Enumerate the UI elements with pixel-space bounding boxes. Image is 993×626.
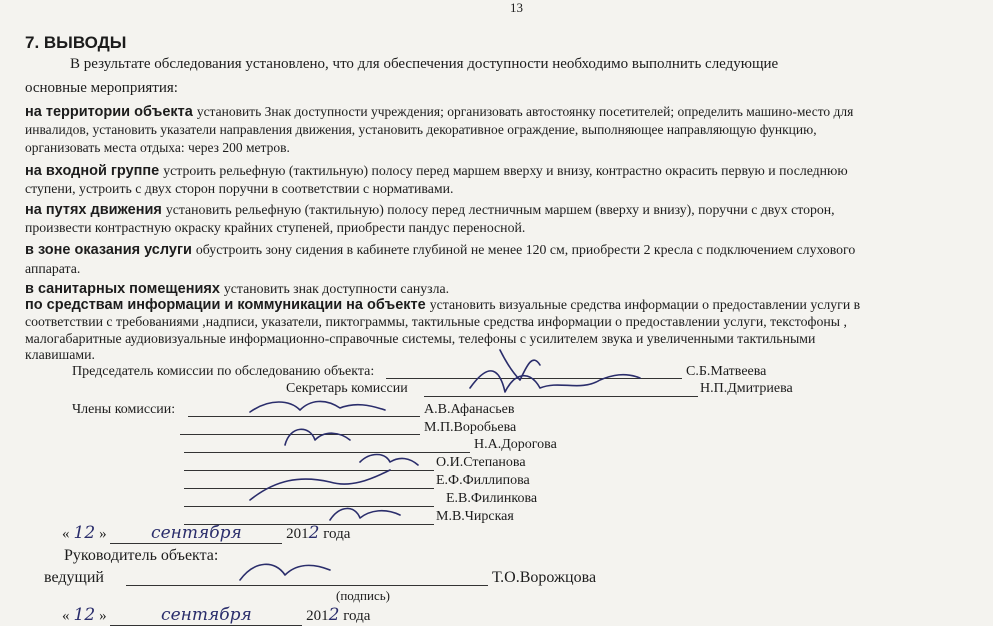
member-name-3: Н.А.Дорогова xyxy=(474,437,557,452)
sanitary-line-1: установить знак доступности санузла. xyxy=(223,281,450,296)
date-2-month: сентября xyxy=(110,605,302,626)
secretary-label: Секретарь комиссии xyxy=(286,381,408,396)
intro-line-1: В результате обследования установлено, что для обеспечения доступности необходимо выполнить следующие xyxy=(70,56,779,72)
signature-member-1 xyxy=(250,401,385,412)
info-line-1: установить визуальные средства информации о предоставлении услуги в xyxy=(429,297,861,312)
paths-label: на путях движения xyxy=(25,202,162,218)
date-2-year-suffix: года xyxy=(343,608,371,624)
territory-line-3: организовать места отдыха: через 200 метров. xyxy=(25,140,290,155)
member-name-6: Е.В.Филинкова xyxy=(446,491,538,506)
entrance-line-2: ступени, устроить с двух сторон поручни в соответствии с нормативами. xyxy=(25,181,454,196)
members-label: Члены комиссии: xyxy=(72,402,176,417)
intro-line-2: основные мероприятия: xyxy=(25,80,178,96)
signature-member-4 xyxy=(250,470,390,500)
date-2-open-quote: « xyxy=(62,608,70,624)
signature-head xyxy=(240,564,330,580)
info-line-4: клавишами. xyxy=(25,347,95,362)
date-1-year-suffix: года xyxy=(323,526,351,542)
member-name-2: М.П.Воробьева xyxy=(424,420,517,435)
territory-line-1: установить Знак доступности учреждения; организовать автостоянку посетителей; определить машино-место для xyxy=(196,104,854,119)
signature-member-5 xyxy=(330,508,400,520)
info-line-3: малогабаритные аудиовизуальные информационно-справочные системы, телефоны с усилителем звука и увеличенными тактильными xyxy=(25,331,816,346)
info-label: по средствам информации и коммуникации на объекте xyxy=(25,297,426,313)
date-2-close-quote: » xyxy=(99,608,107,624)
entrance-line-1: устроить рельефную (тактильную) полосу перед маршем вверху и внизу, контрастно окрасить первую и последнюю xyxy=(163,163,848,178)
entrance-label: на входной группе xyxy=(25,163,160,179)
signature-member-3 xyxy=(360,455,418,466)
page-number: 13 xyxy=(510,0,523,15)
member-name-5: Е.Ф.Филлипова xyxy=(436,473,530,488)
date-2-year-digit: 2 xyxy=(328,605,340,625)
head-position: ведущий xyxy=(44,569,104,586)
date-1-open-quote: « xyxy=(62,526,70,542)
member-name-7: М.В.Чирская xyxy=(436,509,514,524)
date-1-month: сентября xyxy=(110,523,282,544)
date-2-year-prefix: 201 xyxy=(306,608,329,624)
signature-member-2 xyxy=(285,429,350,445)
head-label: Руководитель объекта: xyxy=(64,547,219,564)
info-line-2: соответствии с требованиями ,надписи, указатели, пиктограммы, тактильные средства информации о предоставлении услуги, текстофоны , xyxy=(25,314,847,329)
member-name-4: О.И.Степанова xyxy=(436,455,526,470)
signature-secretary xyxy=(470,371,640,392)
date-1-close-quote: » xyxy=(99,526,107,542)
service-line-1: обустроить зону сидения в кабинете глубиной не менее 120 см, приобрести 2 кресла с подключением слухового xyxy=(195,242,856,257)
member-name-1: А.В.Афанасьев xyxy=(424,402,515,417)
date-1-year-digit: 2 xyxy=(308,523,320,543)
date-1-day: 12 xyxy=(73,523,96,543)
territory-label: на территории объекта xyxy=(25,104,193,120)
secretary-name: Н.П.Дмитриева xyxy=(700,381,793,396)
date-2-day: 12 xyxy=(73,605,96,625)
signature-caption: (подпись) xyxy=(336,588,390,603)
chairman-name: С.Б.Матвеева xyxy=(686,364,767,379)
sanitary-label: в санитарных помещениях xyxy=(25,281,220,297)
head-name: Т.О.Ворожцова xyxy=(492,569,597,586)
service-label: в зоне оказания услуги xyxy=(25,242,192,258)
date-1-year-prefix: 201 xyxy=(286,526,309,542)
service-line-2: аппарата. xyxy=(25,261,81,276)
paths-line-1: установить рельефную (тактильную) полосу перед лестничным маршем (вверху и внизу), поручни с двух сторон, xyxy=(165,202,835,217)
paths-line-2: произвести контрастную окраску крайних ступеней, приобрести пандус переносной. xyxy=(25,220,526,235)
section-heading: 7. ВЫВОДЫ xyxy=(25,33,127,52)
chairman-label: Председатель комиссии по обследованию объекта: xyxy=(72,364,375,379)
territory-line-2: инвалидов, установить указатели направления движения, установить декоративное ограждение, выполняющее направляющую функцию, xyxy=(25,122,817,137)
